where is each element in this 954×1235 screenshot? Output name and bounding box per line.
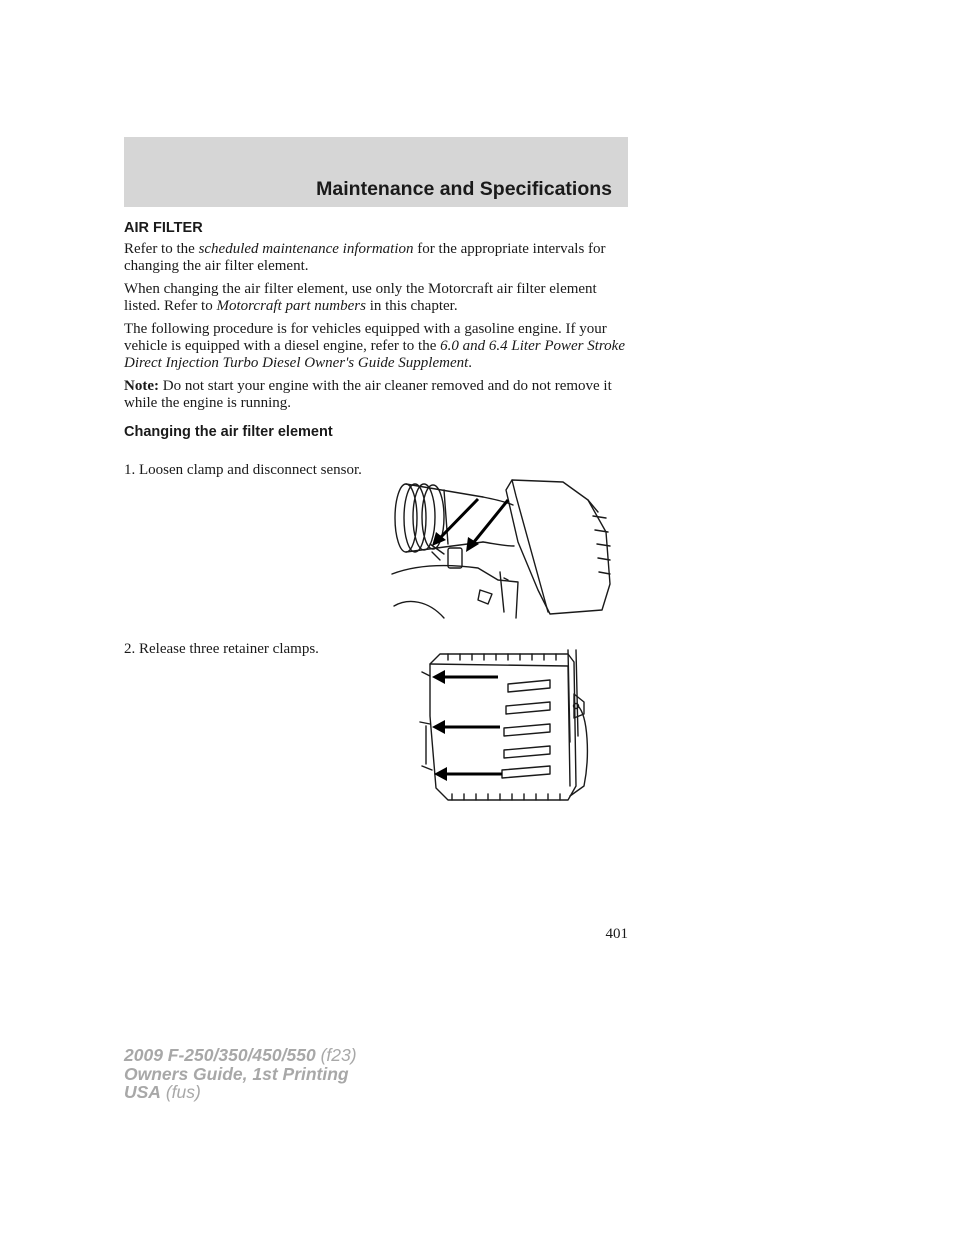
page-number: 401 (605, 926, 628, 942)
motorcraft-part-numbers-ref: Motorcraft part numbers (216, 298, 366, 314)
main-content (124, 220, 628, 440)
diesel-supplement-ref: 6.0 and 6.4 Liter Power Stroke Direct Injection Turbo Diesel Owner's Guide Supplement (124, 338, 625, 371)
footer-model-line: 2009 F-250/350/450/550 (f23) (124, 1045, 357, 1065)
section-heading: AIR FILTER (124, 220, 203, 236)
section-header-band (124, 137, 628, 207)
figure-retainer-clamps (418, 646, 600, 804)
paragraph-diesel: The following procedure is for vehicles equipped with a gasoline engine. If your vehicle is equipped with a diesel engine, refer to the 6.0 and 6.4 Liter Power Stroke Direct Injection Turbo Diesel Owner's Guide Supplement. (124, 321, 625, 371)
paragraph-intro: Refer to the scheduled maintenance information for the appropriate intervals for changing the air filter element. (124, 241, 606, 274)
note-paragraph: Note: Do not start your engine with the air cleaner removed and do not remove it while the engine is running. (124, 378, 612, 411)
step-2-text: 2. Release three retainer clamps. (124, 641, 319, 657)
figure-intake-clamp-sensor (388, 472, 620, 620)
note-label: Note: (124, 378, 159, 394)
subsection-heading: Changing the air filter element (124, 424, 333, 440)
paragraph-motorcraft: When changing the air filter element, use only the Motorcraft air filter element listed. Refer to Motorcraft part numbers in this chapter. (124, 281, 597, 314)
step-1-text: 1. Loosen clamp and disconnect sensor. (124, 462, 362, 478)
section-title: Maintenance and Specifications (316, 178, 612, 200)
document-footer (124, 1046, 357, 1102)
footer-market-line: USA (fus) (124, 1082, 201, 1102)
footer-edition-line: Owners Guide, 1st Printing (124, 1063, 349, 1084)
scheduled-maintenance-ref: scheduled maintenance information (198, 241, 414, 257)
